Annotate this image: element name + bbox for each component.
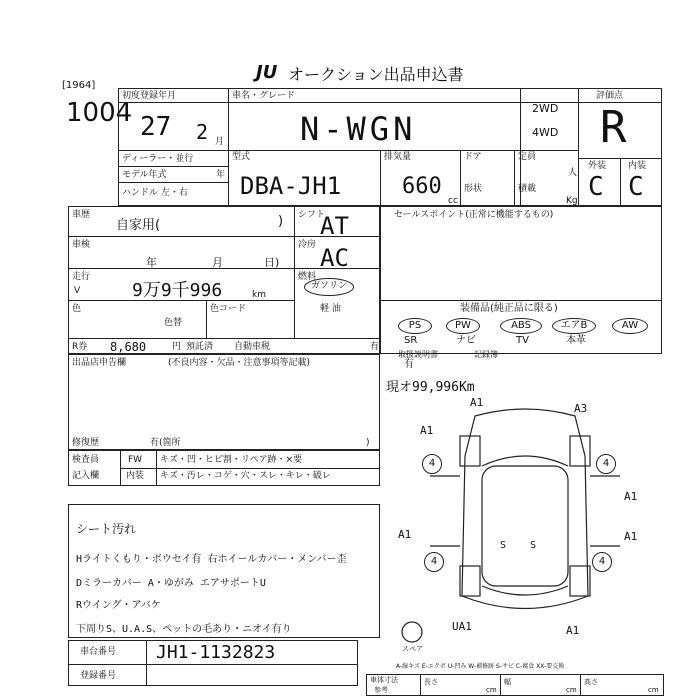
note-line-1: シート汚れ (76, 522, 137, 536)
damage-legend: A-線キズ E-エクボ U-凹み W-補修跡 S-サビ C-腐食 XX-要交換 (396, 663, 565, 670)
mark-a1-rear-right: A1 (566, 624, 580, 637)
reg-month: 2 (196, 120, 209, 144)
reg-date-label: 初度登録年月 (122, 91, 177, 101)
form-title: オークション出品申込書 (288, 65, 464, 84)
note-line-2: Hライトくもり・ボウセイ有 右ホイールカバー・メンバー歪 (76, 554, 347, 565)
exterior-label: 外装 (588, 161, 607, 171)
chassis-number: JH1-1132823 (156, 642, 276, 663)
interior-label: 内装 (628, 161, 647, 171)
ac-value: AC (320, 244, 349, 272)
mark-a1-front: A1 (470, 396, 484, 409)
mark-s1: S (500, 540, 507, 551)
spare-tire (402, 622, 422, 642)
mileage-value: 9万9千996 (132, 280, 223, 301)
dimensions-box (366, 674, 664, 696)
mileage-note: 現オ99,996Km (386, 380, 475, 395)
mark-ua1: UA1 (452, 620, 472, 633)
mark-a1-right-a: A1 (624, 490, 638, 503)
auction-logo: JU (256, 62, 278, 83)
car-name: N-WGN (300, 110, 417, 148)
eval-score: R (600, 102, 627, 153)
note-line-5: 下周りS、U.A.S、ペットの毛あり・ニオイ有り (76, 624, 292, 635)
drive-2wd: 2WD (532, 102, 559, 115)
recycle-fee: 8,680 (110, 340, 147, 354)
mark-a1-left-front: A1 (420, 424, 434, 437)
spare-label: スペア (402, 645, 423, 653)
wheel-front-left: 4 (422, 454, 442, 474)
car-roof (482, 466, 568, 586)
lot-number: 1004 (66, 98, 133, 128)
eval-label: 評価点 (596, 91, 624, 101)
model-type: DBA-JH1 (240, 172, 342, 200)
shift-value: AT (320, 212, 349, 240)
reg-year: 27 (140, 112, 172, 142)
wheel-rear-right: 4 (592, 552, 612, 572)
mark-a3: A3 (574, 402, 588, 415)
mark-s2: S (530, 540, 537, 551)
note-line-4: Rウイング・アバケ (76, 600, 161, 611)
history-value: 自家用( (116, 218, 161, 233)
notes-box (68, 354, 380, 450)
note-line-3: Dミラーカバー A・ゆがみ エアサポートU (76, 578, 266, 589)
car-name-label: 車名・グレード (232, 91, 296, 101)
fuel-gasoline: ガソリン (304, 278, 354, 296)
drive-4wd: 4WD (532, 126, 559, 139)
interior-score: C (628, 172, 644, 202)
exterior-score: C (588, 172, 604, 202)
wheel-front-right: 4 (596, 454, 616, 474)
mark-a1-right-b: A1 (624, 530, 638, 543)
displacement: 660 (402, 174, 442, 199)
ref-number: [1964] (62, 80, 96, 91)
mark-a1-left: A1 (398, 528, 412, 541)
wheel-rear-left: 4 (424, 552, 444, 572)
car-damage-diagram (400, 396, 650, 646)
car-outline (462, 409, 588, 609)
